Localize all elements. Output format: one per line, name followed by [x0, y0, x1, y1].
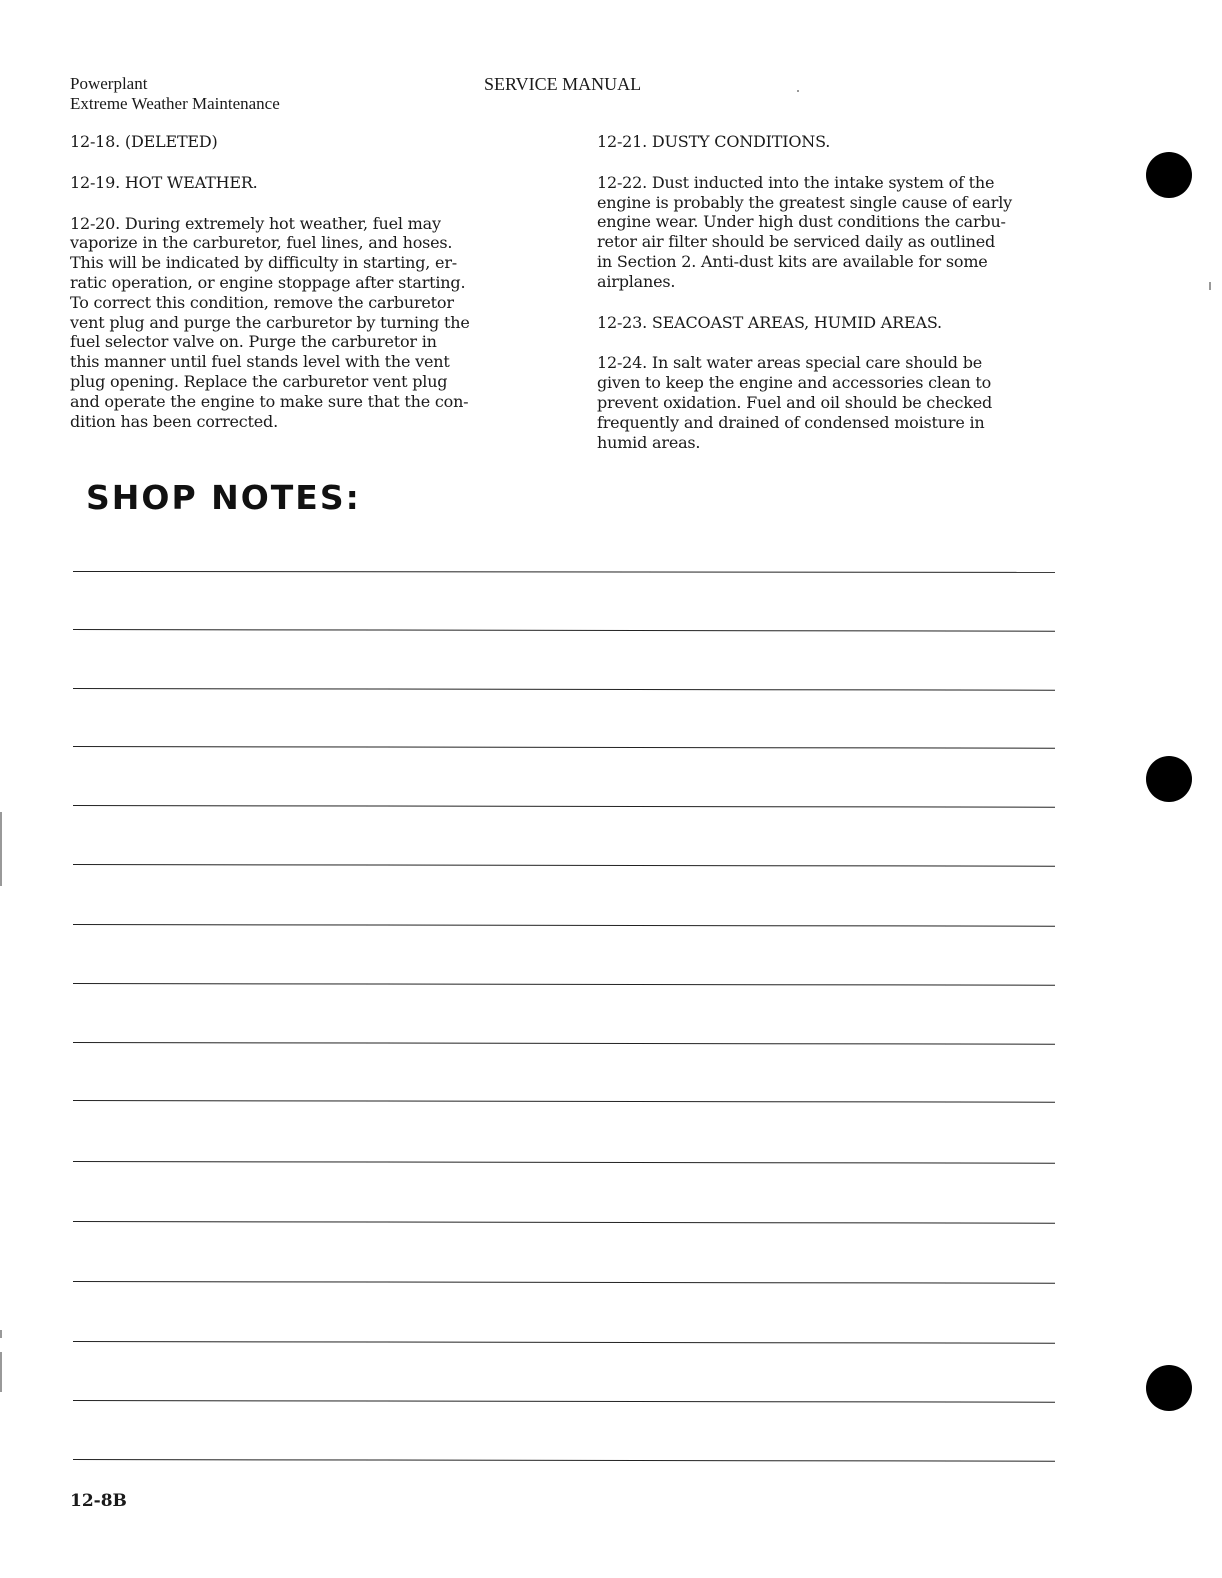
text-line: 12-23. SEACOAST AREAS, HUMID AREAS. [597, 312, 942, 332]
text-line: given to keep the engine and accessories clean to [597, 373, 992, 393]
scan-mark [0, 812, 2, 886]
note-line [73, 983, 1055, 986]
text-line: 12-22. Dust inducted into the intake system of the [597, 172, 995, 192]
text-line: engine wear. Under high dust conditions the carbu- [597, 212, 1006, 232]
punch-hole-middle [1146, 756, 1192, 802]
note-line [73, 1221, 1055, 1224]
paragraph-12-24 [597, 353, 1067, 452]
punch-hole-top [1146, 152, 1192, 198]
text-line: retor air filter should be serviced daily as outlined [597, 232, 996, 252]
heading-12-19 [70, 173, 530, 193]
text-line: To correct this condition, remove the carburetor [70, 292, 454, 312]
text-line: this manner until fuel stands level with the vent [70, 352, 450, 372]
section-subtitle-line: Extreme Weather Maintenance [70, 94, 280, 113]
shop-notes-title: SHOP NOTES: [86, 478, 361, 517]
text-line: This will be indicated by difficulty in starting, er- [70, 253, 457, 273]
text-line: 12-18. (DELETED) [70, 132, 218, 151]
text-line: 12-24. In salt water areas special care should be [597, 353, 983, 373]
scan-mark [0, 1352, 2, 1392]
scan-mark [0, 1330, 2, 1338]
left-column [70, 132, 530, 452]
scan-mark [797, 90, 799, 92]
text-line: engine is probably the greatest single cause of early [597, 192, 1012, 212]
text-line: fuel selector valve on. Purge the carburetor in [70, 332, 437, 352]
text-line: airplanes. [597, 271, 676, 291]
note-line [73, 1281, 1055, 1284]
manual-title: SERVICE MANUAL [484, 74, 642, 94]
section-title-line: Powerplant [70, 74, 148, 93]
note-line [73, 1400, 1055, 1403]
note-line [73, 688, 1055, 691]
text-line: vent plug and purge the carburetor by turning the [70, 312, 470, 332]
section-title [70, 74, 280, 114]
note-line [73, 805, 1055, 808]
note-line [73, 571, 1055, 573]
note-line [73, 1341, 1055, 1344]
note-line [73, 924, 1055, 927]
text-line: 12-20. During extremely hot weather, fuel may [70, 213, 441, 233]
paragraph-12-18 [70, 132, 530, 152]
text-line: plug opening. Replace the carburetor vent plug [70, 371, 448, 391]
scan-mark [1209, 282, 1211, 290]
text-line: ratic operation, or engine stoppage after starting. [70, 272, 466, 292]
paragraph-12-22 [597, 173, 1067, 292]
heading-12-23 [597, 313, 1067, 333]
text-line: humid areas. [597, 432, 701, 452]
paragraph-12-20 [70, 214, 530, 432]
right-column [597, 132, 1067, 473]
note-line [73, 1100, 1055, 1103]
text-line: 12-19. HOT WEATHER. [70, 172, 258, 192]
note-line [73, 746, 1055, 749]
text-line: vaporize in the carburetor, fuel lines, and hoses. [70, 233, 453, 253]
note-line [73, 629, 1055, 632]
text-line: frequently and drained of condensed moisture in [597, 412, 985, 432]
heading-12-21 [597, 132, 1067, 152]
text-line: and operate the engine to make sure that the con- [70, 391, 469, 411]
text-line: 12-21. DUSTY CONDITIONS. [597, 132, 831, 151]
text-line: prevent oxidation. Fuel and oil should be checked [597, 392, 993, 412]
page-number: 12-8B [70, 1491, 127, 1511]
note-line [73, 1459, 1055, 1462]
punch-hole-bottom [1146, 1365, 1192, 1411]
note-line [73, 1042, 1055, 1045]
note-line [73, 1161, 1055, 1164]
note-line [73, 864, 1055, 867]
text-line: in Section 2. Anti-dust kits are available for some [597, 251, 988, 271]
text-line: dition has been corrected. [70, 411, 278, 431]
